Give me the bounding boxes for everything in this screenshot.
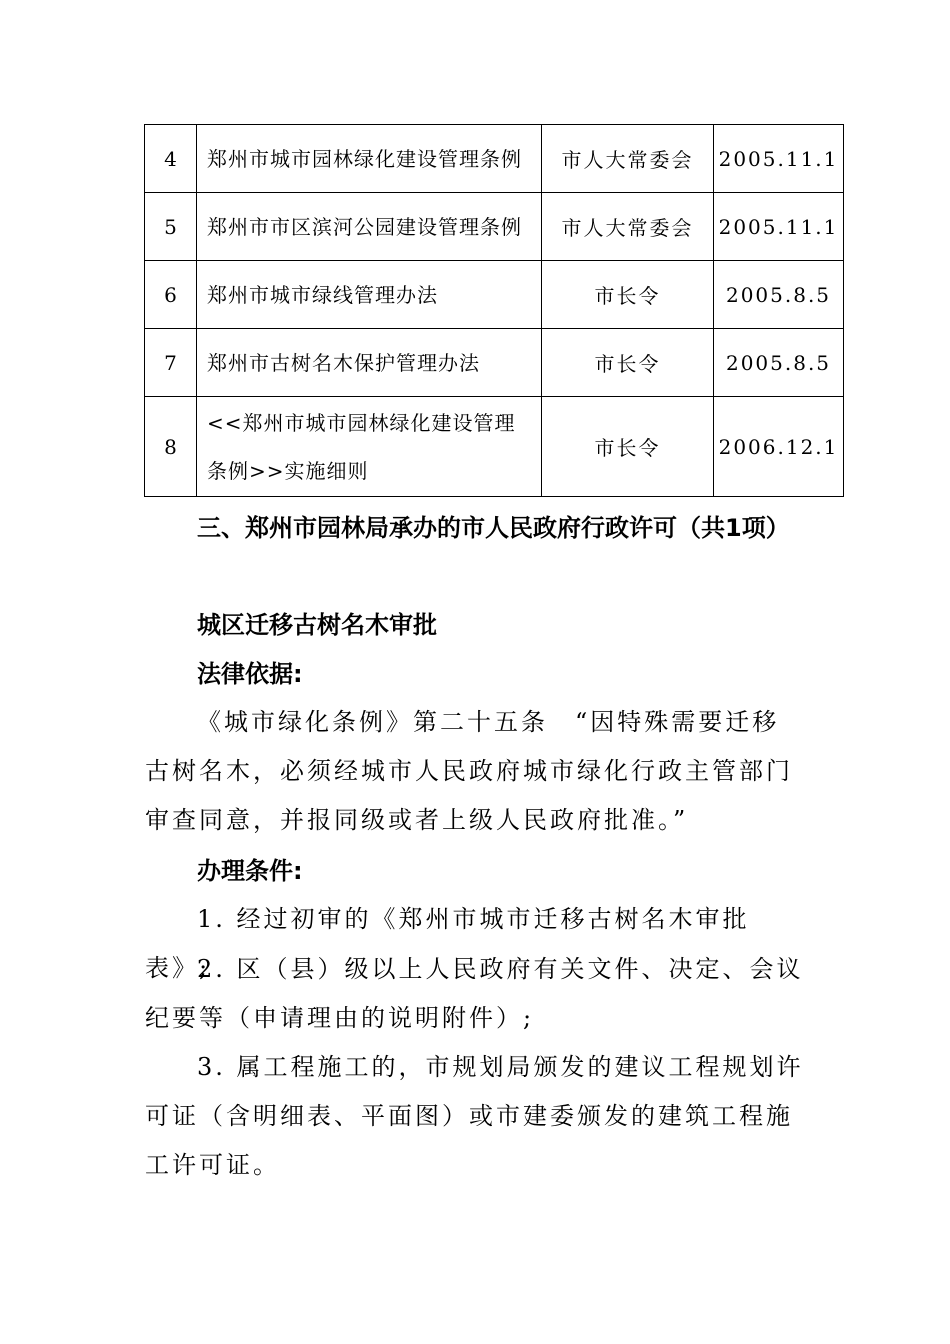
- regulation-title: 郑州市城市绿线管理办法: [197, 261, 542, 329]
- table-row: [145, 193, 844, 261]
- effective-date: 2005.11.1: [714, 125, 844, 193]
- row-number: 6: [145, 261, 197, 329]
- section-heading: 三、郑州市园林局承办的市人民政府行政许可（共1项）: [197, 514, 790, 542]
- regulation-title: 郑州市城市园林绿化建设管理条例: [197, 125, 542, 193]
- row-number: 7: [145, 329, 197, 397]
- issuing-authority: 市长令: [542, 261, 714, 329]
- condition-item-2: 2. 区（县）级以上人民政府有关文件、决定、会议纪要等（申请理由的说明附件）;: [145, 955, 804, 1032]
- effective-date: 2005.11.1: [714, 193, 844, 261]
- effective-date: 2005.8.5: [714, 261, 844, 329]
- table-row: [145, 261, 844, 329]
- condition-item-1: 1. 经过初审的《郑州市城市迁移古树名木审批表》;: [145, 905, 750, 982]
- regulation-title: 郑州市古树名木保护管理办法: [197, 329, 542, 397]
- legal-basis-label: 法律依据:: [197, 660, 303, 688]
- table-row: [145, 125, 844, 193]
- row-number: 5: [145, 193, 197, 261]
- condition-item-3: 3. 属工程施工的，市规划局颁发的建议工程规划许可证（含明细表、平面图）或市建委颁发的建筑工程施工许可证。: [145, 1053, 804, 1179]
- table-row: [145, 397, 844, 497]
- effective-date: 2006.12.1: [714, 397, 844, 497]
- issuing-authority: 市人大常委会: [542, 125, 714, 193]
- conditions-label: 办理条件:: [197, 857, 303, 885]
- issuing-authority: 市长令: [542, 397, 714, 497]
- effective-date: 2005.8.5: [714, 329, 844, 397]
- item-title: 城区迁移古树名木审批: [197, 611, 437, 639]
- legal-basis-text: 《城市绿化条例》第二十五条 “因特殊需要迁移古树名木，必须经城市人民政府城市绿化行政主管部门审查同意，并报同级或者上级人民政府批准。”: [145, 708, 793, 834]
- issuing-authority: 市人大常委会: [542, 193, 714, 261]
- regulation-title: 郑州市市区滨河公园建设管理条例: [197, 193, 542, 261]
- row-number: 8: [145, 397, 197, 497]
- row-number: 4: [145, 125, 197, 193]
- regulations-table: [144, 124, 844, 497]
- issuing-authority: 市长令: [542, 329, 714, 397]
- regulation-title: <<郑州市城市园林绿化建设管理条例>>实施细则: [197, 397, 542, 497]
- table-row: [145, 329, 844, 397]
